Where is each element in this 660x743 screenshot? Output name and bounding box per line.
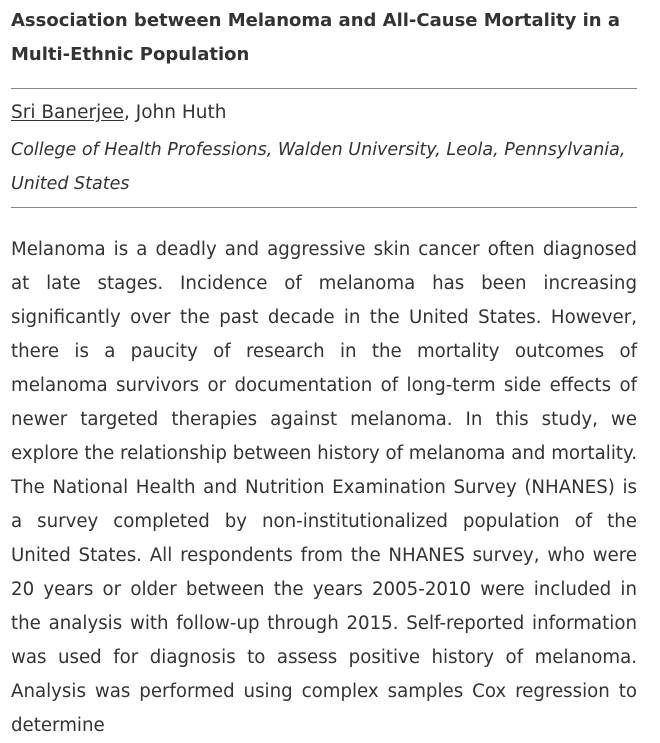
author-separator: ,	[124, 102, 136, 123]
author-link-sri-banerjee[interactable]: Sri Banerjee	[11, 102, 125, 123]
abstract-paragraph-background: Melanoma is a deadly and aggressive skin cancer often diagnosed at late stages. Incidence of melanoma has been increasing significantly over the past decade in the United States. However, there is a paucity of research in the mortality outcomes of melanoma survivors or documentation of long-term side effects of newer targeted therapies against melanoma. In this study, we explore the relationship between history of melanoma and mortality.	[11, 239, 637, 464]
author-affiliation: College of Health Professions, Walden University, Leola, Pennsylvania, United States	[11, 140, 626, 194]
author-john-huth: John Huth	[135, 102, 227, 123]
title-divider	[11, 88, 637, 89]
article-title: Association between Melanoma and All-Cause Mortality in a Multi-Ethnic Population	[11, 10, 621, 65]
author-list	[11, 101, 637, 125]
article	[11, 0, 637, 743]
abstract-body	[11, 233, 637, 743]
affiliation-divider	[11, 207, 637, 208]
abstract-paragraph-methods: The National Health and Nutrition Examination Survey (NHANES) is a survey completed by non-institutionalized population of the United States. All respondents from the NHANES survey, who were 20 years or older between the years 2005-2010 were included in the analysis with follow-up through 2015. Self-reported information was used for diagnosis to assess positive history of melanoma. Analysis was performed using complex samples Cox regression to determine	[11, 477, 637, 736]
